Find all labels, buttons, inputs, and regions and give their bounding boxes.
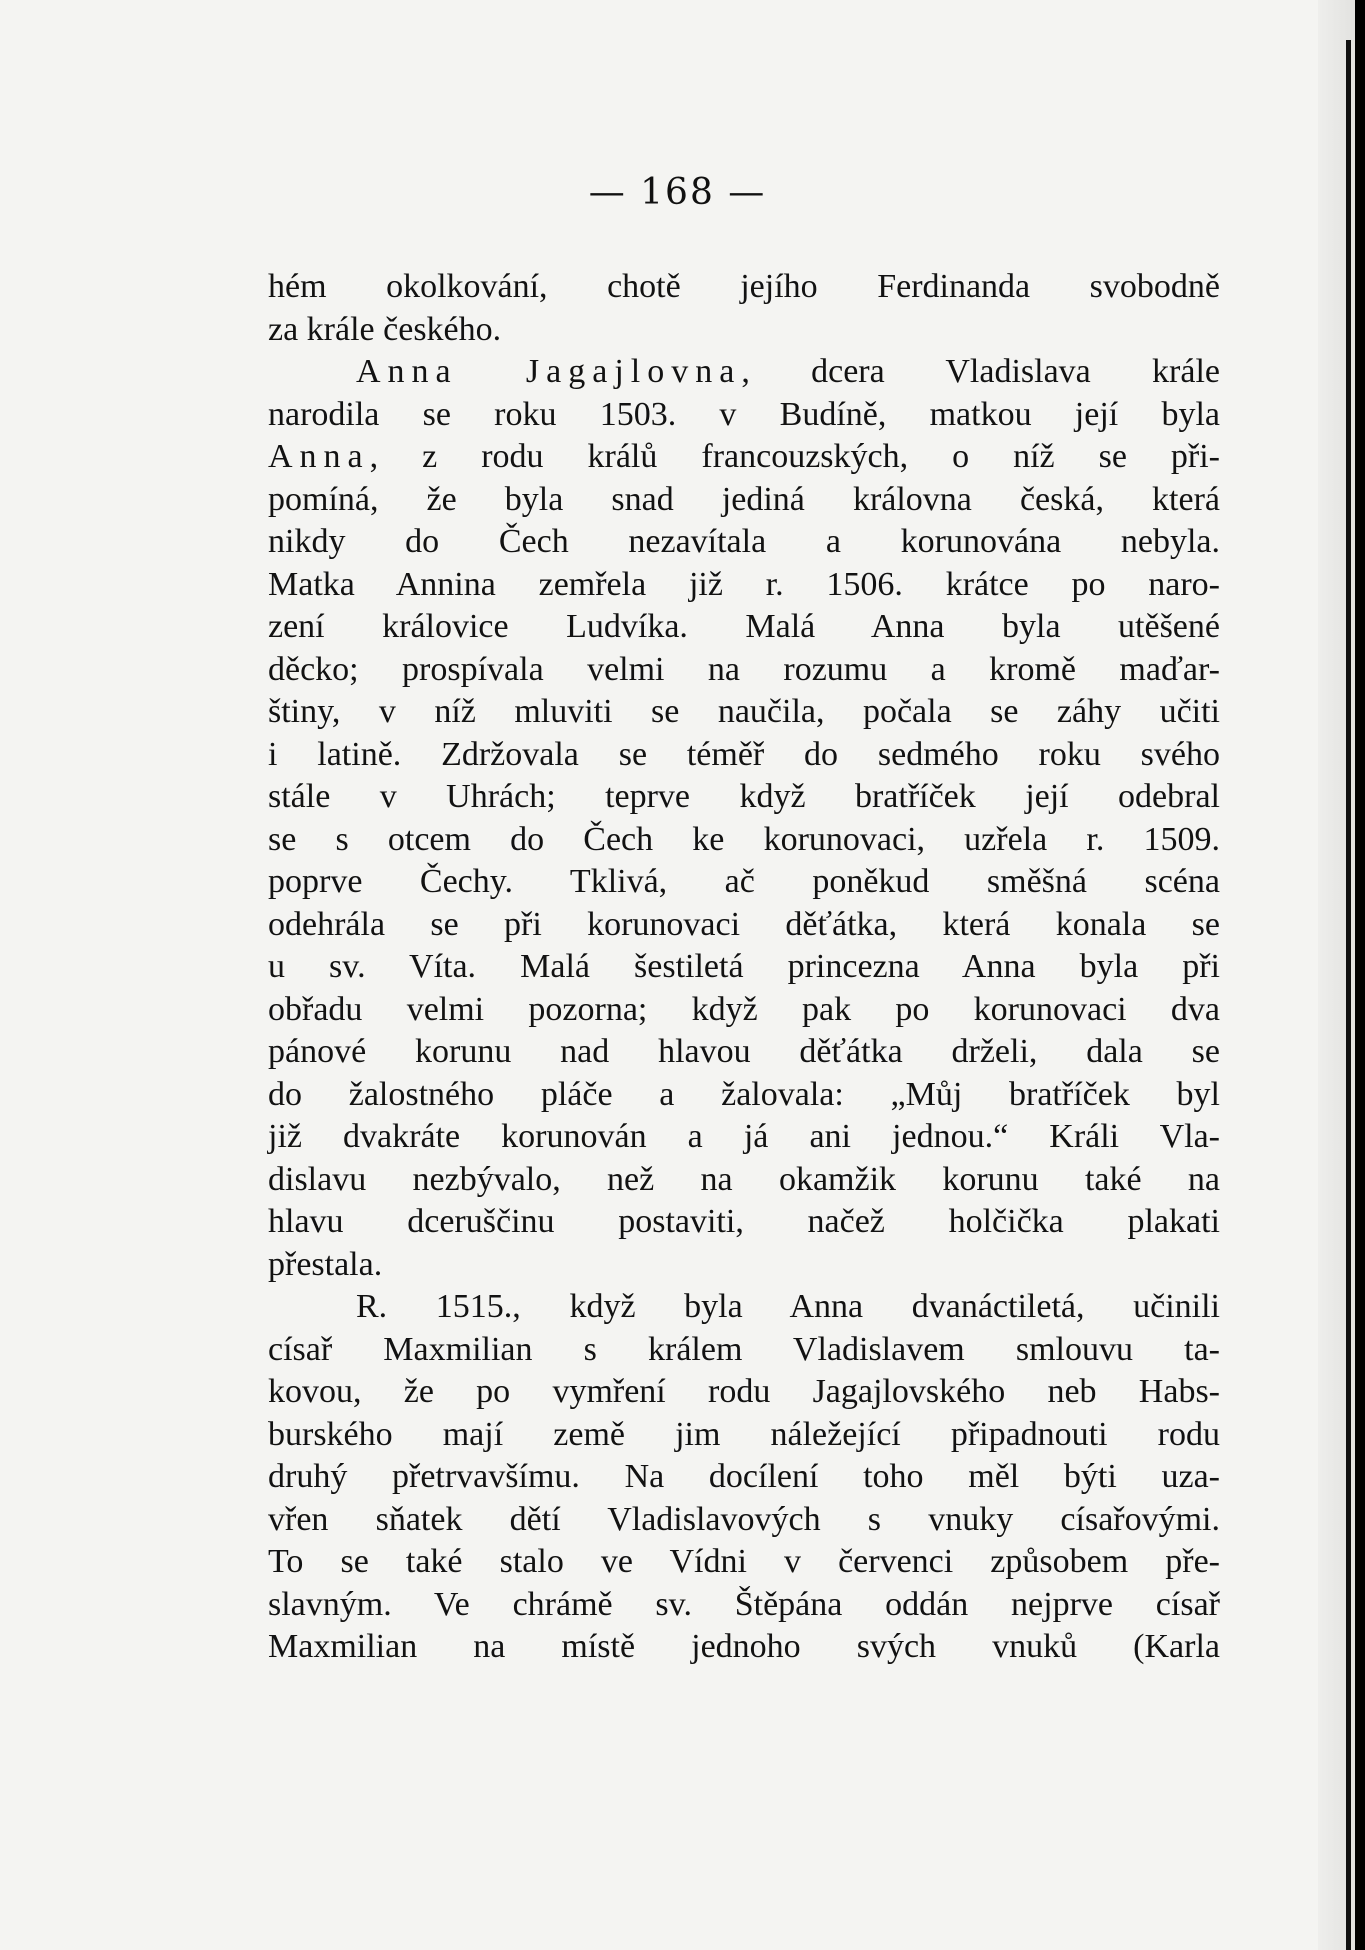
spaced-name: Anna bbox=[268, 438, 370, 475]
text-run: , dcera Vladislava krále bbox=[741, 353, 1220, 390]
page-number: — 168 — bbox=[588, 172, 767, 213]
text-line: slavným. Ve chrámě sv. Štěpána oddán nejprve císař bbox=[268, 1585, 1220, 1623]
text-line: přestala. bbox=[268, 1245, 383, 1283]
text-line: pánové korunu nad hlavou děťátka drželi, dala se bbox=[268, 1033, 1220, 1070]
body-text bbox=[268, 266, 1220, 1669]
text-line: hlavu dceruščinu postaviti, načež holčička plakati bbox=[268, 1203, 1220, 1240]
text-line: odehrála se při korunovaci děťátka, která konala se bbox=[268, 905, 1220, 943]
text-line: se s otcem do Čech ke korunovaci, uzřela r. 1509. bbox=[268, 820, 1220, 858]
text-run: , z rodu králů francouzských, o níž se při- bbox=[369, 438, 1220, 475]
binding-edge bbox=[1346, 40, 1351, 1950]
text-line: dislavu nezbývalo, než na okamžik korunu také na bbox=[268, 1160, 1220, 1198]
text-line: do žalostného pláče a žalovala: „Můj bratříček byl bbox=[268, 1075, 1220, 1113]
text-line: nikdy do Čech nezavítala a korunována nebyla. bbox=[268, 523, 1220, 560]
text-line: druhý přetrvavšímu. Na docílení toho měl býti uza- bbox=[268, 1458, 1220, 1495]
text-line bbox=[268, 436, 1220, 479]
text-line: štiny, v níž mluviti se naučila, počala se záhy učiti bbox=[268, 693, 1220, 730]
text-line: narodila se roku 1503. v Budíně, matkou její byla bbox=[268, 395, 1220, 433]
text-line: poprve Čechy. Tklivá, ač poněkud směšná scéna bbox=[268, 863, 1220, 900]
text-line: i latině. Zdržovala se téměř do sedmého roku svého bbox=[268, 735, 1220, 773]
text-line-paragraph-start: R. 1515., když byla Anna dvanáctiletá, učinili bbox=[356, 1288, 1220, 1325]
text-line: obřadu velmi pozorna; když pak po korunovaci dva bbox=[268, 990, 1220, 1028]
text-line: To se také stalo ve Vídni v červenci způsobem pře- bbox=[268, 1543, 1220, 1580]
text-line: již dvakráte korunován a já ani jednou.“ Králi Vla- bbox=[268, 1118, 1220, 1155]
text-line: hém okolkování, chotě jejího Ferdinanda svobodně bbox=[268, 268, 1220, 305]
text-line: Matka Annina zemřela již r. 1506. krátce po naro- bbox=[268, 565, 1220, 603]
text-line: vřen sňatek dětí Vladislavových s vnuky císařovými. bbox=[268, 1500, 1220, 1538]
text-line: u sv. Víta. Malá šestiletá princezna Anna byla při bbox=[268, 948, 1220, 985]
text-line: děcko; prospívala velmi na rozumu a kromě maďar- bbox=[268, 650, 1220, 688]
text-line: pomíná, že byla snad jediná královna česká, která bbox=[268, 480, 1220, 518]
text-line: kovou, že po vymření rodu Jagajlovského neb Habs- bbox=[268, 1373, 1220, 1410]
spaced-name: Anna Jagajlovna bbox=[356, 353, 742, 390]
text-line: Maxmilian na místě jednoho svých vnuků (Karla bbox=[268, 1628, 1220, 1665]
text-line: za krále českého. bbox=[268, 310, 502, 348]
text-line-paragraph-start bbox=[268, 351, 1220, 394]
text-line: císař Maxmilian s králem Vladislavem smlouvu ta- bbox=[268, 1330, 1220, 1368]
text-line: stále v Uhrách; teprve když bratříček její odebral bbox=[268, 778, 1220, 815]
text-line: zení královice Ludvíka. Malá Anna byla utěšené bbox=[268, 608, 1220, 645]
text-line: burského mají země jim náležející připadnouti rodu bbox=[268, 1415, 1220, 1453]
